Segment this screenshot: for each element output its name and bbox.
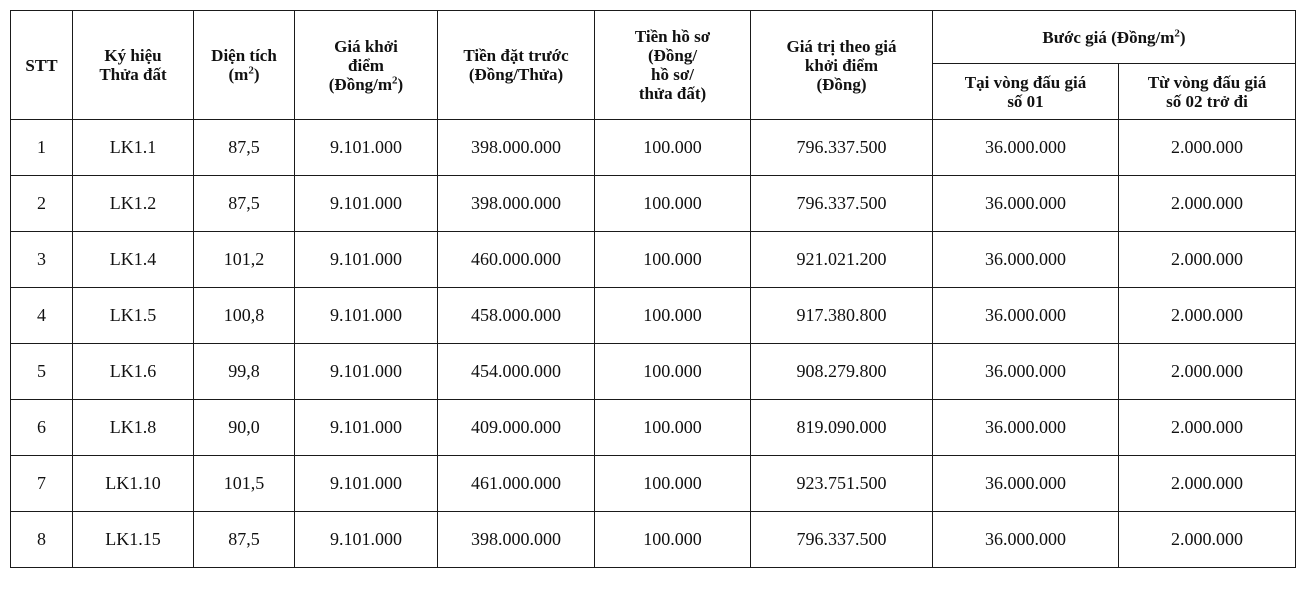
header-vong-01 [933,64,1119,120]
cell-dien-tich: 87,5 [194,120,295,176]
cell-vong-02: 2.000.000 [1119,344,1296,400]
header-buoc-gia-sup: 2 [1174,26,1180,39]
cell-ky-hieu: LK1.15 [73,512,194,568]
cell-stt: 5 [11,344,73,400]
cell-gia-tri: 819.090.000 [751,400,933,456]
table-row [11,344,1296,400]
cell-tien-ho-so: 100.000 [595,288,751,344]
header-buoc-gia-prefix: Bước giá (Đồng/m [1042,27,1175,47]
header-dien-tich-unit-suffix: ) [253,65,260,84]
table-row [11,176,1296,232]
header-dien-tich [194,11,295,120]
cell-dien-tich: 87,5 [194,512,295,568]
auction-lot-table [10,10,1296,568]
header-tien-ho-so [595,11,751,120]
cell-tien-dat-truoc: 398.000.000 [438,176,595,232]
cell-gia-khoi-diem: 9.101.000 [295,344,438,400]
cell-gia-khoi-diem: 9.101.000 [295,288,438,344]
cell-tien-ho-so: 100.000 [595,232,751,288]
cell-stt: 6 [11,400,73,456]
cell-stt: 7 [11,456,73,512]
header-tien-ho-so-line-2: (Đồng/ [647,46,698,65]
cell-dien-tich: 90,0 [194,400,295,456]
header-dien-tich-unit [198,65,290,84]
cell-vong-02: 2.000.000 [1119,456,1296,512]
header-gia-khoi-diem-unit-prefix: (Đồng/m [328,74,393,94]
header-gia-tri-line-2: khởi điểm [804,55,879,75]
cell-tien-dat-truoc: 409.000.000 [438,400,595,456]
cell-gia-tri: 796.337.500 [751,120,933,176]
cell-vong-02: 2.000.000 [1119,512,1296,568]
cell-stt: 3 [11,232,73,288]
cell-tien-ho-so: 100.000 [595,512,751,568]
header-dien-tich-unit-sup: 2 [248,64,254,77]
header-gia-tri-line-3: (Đồng) [816,74,867,94]
cell-dien-tich: 99,8 [194,344,295,400]
header-gia-khoi-diem-unit-suffix: ) [397,74,404,94]
table-row [11,400,1296,456]
header-gia-khoi-diem-line-1: Giá khởi [334,36,398,56]
cell-vong-02: 2.000.000 [1119,288,1296,344]
header-row-top [11,11,1296,64]
header-tien-ho-so-line-3: hồ sơ/ [651,65,694,84]
table-row [11,232,1296,288]
header-tien-dat-truoc-line-1: Tiền đặt trước [463,46,569,65]
header-gia-khoi-diem-line-2: điểm [348,55,384,75]
cell-gia-khoi-diem: 9.101.000 [295,400,438,456]
cell-vong-02: 2.000.000 [1119,400,1296,456]
cell-ky-hieu: LK1.4 [73,232,194,288]
cell-ky-hieu: LK1.1 [73,120,194,176]
header-stt-label: STT [25,55,58,75]
cell-gia-khoi-diem: 9.101.000 [295,176,438,232]
cell-gia-tri: 908.279.800 [751,344,933,400]
cell-tien-dat-truoc: 454.000.000 [438,344,595,400]
cell-vong-01: 36.000.000 [933,344,1119,400]
header-dien-tich-unit-prefix: (m [228,65,249,84]
cell-dien-tich: 101,2 [194,232,295,288]
cell-stt: 1 [11,120,73,176]
cell-gia-tri: 923.751.500 [751,456,933,512]
header-buoc-gia-suffix: ) [1179,27,1186,47]
header-ky-hieu-line-1: Ký hiệu [104,46,162,65]
cell-stt: 8 [11,512,73,568]
header-buoc-gia [933,11,1296,64]
header-gia-khoi-diem-unit-sup: 2 [392,73,398,86]
cell-vong-02: 2.000.000 [1119,120,1296,176]
table-row [11,288,1296,344]
auction-lot-table-container [10,10,1295,568]
header-gia-tri-line-1: Giá trị theo giá [786,36,897,56]
header-tien-dat-truoc-line-2: (Đồng/Thửa) [468,65,564,84]
header-vong-01-line-2: số 01 [1007,91,1044,111]
header-ky-hieu [73,11,194,120]
cell-gia-tri: 921.021.200 [751,232,933,288]
cell-vong-01: 36.000.000 [933,120,1119,176]
cell-vong-01: 36.000.000 [933,456,1119,512]
header-tien-ho-so-line-4: thửa đất) [638,84,707,103]
header-gia-khoi-diem [295,11,438,120]
cell-ky-hieu: LK1.8 [73,400,194,456]
header-vong-02-line-1: Từ vòng đấu giá [1147,72,1267,92]
cell-tien-dat-truoc: 398.000.000 [438,512,595,568]
cell-gia-tri: 917.380.800 [751,288,933,344]
table-header [11,11,1296,120]
cell-gia-khoi-diem: 9.101.000 [295,512,438,568]
cell-vong-01: 36.000.000 [933,176,1119,232]
header-vong-02 [1119,64,1296,120]
cell-gia-khoi-diem: 9.101.000 [295,232,438,288]
cell-dien-tich: 101,5 [194,456,295,512]
cell-vong-02: 2.000.000 [1119,232,1296,288]
cell-vong-01: 36.000.000 [933,400,1119,456]
header-tien-dat-truoc [438,11,595,120]
cell-tien-ho-so: 100.000 [595,344,751,400]
cell-tien-ho-so: 100.000 [595,400,751,456]
header-vong-02-line-2: số 02 trở đi [1166,91,1248,111]
cell-tien-ho-so: 100.000 [595,456,751,512]
cell-vong-01: 36.000.000 [933,232,1119,288]
cell-gia-tri: 796.337.500 [751,176,933,232]
cell-vong-01: 36.000.000 [933,288,1119,344]
cell-tien-dat-truoc: 458.000.000 [438,288,595,344]
cell-ky-hieu: LK1.5 [73,288,194,344]
cell-tien-ho-so: 100.000 [595,120,751,176]
table-row [11,120,1296,176]
cell-vong-01: 36.000.000 [933,512,1119,568]
cell-vong-02: 2.000.000 [1119,176,1296,232]
cell-dien-tich: 87,5 [194,176,295,232]
table-row [11,512,1296,568]
cell-tien-dat-truoc: 460.000.000 [438,232,595,288]
header-gia-khoi-diem-unit [299,75,433,94]
cell-gia-khoi-diem: 9.101.000 [295,456,438,512]
header-stt [11,11,73,120]
cell-tien-ho-so: 100.000 [595,176,751,232]
cell-ky-hieu: LK1.6 [73,344,194,400]
cell-stt: 4 [11,288,73,344]
cell-stt: 2 [11,176,73,232]
table-body [11,120,1296,568]
header-dien-tich-line-1: Diện tích [211,46,277,65]
header-ky-hieu-line-2: Thửa đất [99,65,167,84]
cell-gia-tri: 796.337.500 [751,512,933,568]
cell-tien-dat-truoc: 398.000.000 [438,120,595,176]
header-vong-01-line-1: Tại vòng đấu giá [964,72,1087,92]
cell-dien-tich: 100,8 [194,288,295,344]
cell-gia-khoi-diem: 9.101.000 [295,120,438,176]
header-gia-tri [751,11,933,120]
header-tien-ho-so-line-1: Tiền hồ sơ [634,27,711,46]
cell-tien-dat-truoc: 461.000.000 [438,456,595,512]
cell-ky-hieu: LK1.2 [73,176,194,232]
cell-ky-hieu: LK1.10 [73,456,194,512]
table-row [11,456,1296,512]
